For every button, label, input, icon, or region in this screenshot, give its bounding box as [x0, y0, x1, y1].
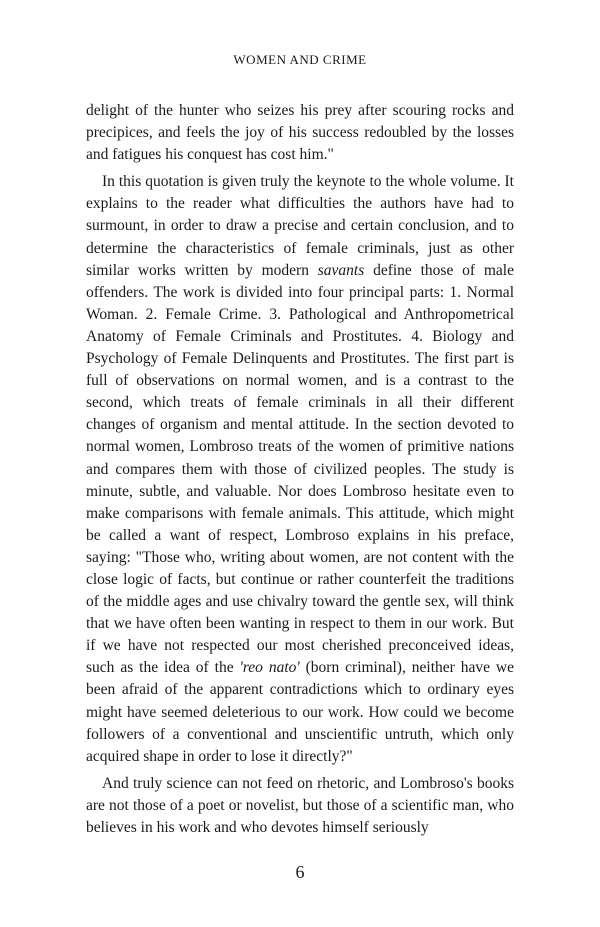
text-segment: delight of the hunter who seizes his prey after scouring rocks and precipices, and feels the joy of his success redoubled by the losses and fatigues his conquest has cost him."	[86, 102, 514, 164]
text-segment: And truly science can not feed on rhetoric, and Lombroso's books are not those of a poet or novelist, but those of a scientific man, who believes in his work and who devotes himself seriously	[86, 774, 514, 836]
text-segment: (born criminal), neither have we been afraid of the apparent contradictions which to ordinary eyes might have seemed deleterious to our work. How could we become followers of a conventional and unscientific untruth, which only acquired shape in order to lose it directly?"	[86, 659, 514, 765]
body-text	[86, 100, 514, 839]
text-segment: define those of male offenders. The work is divided into four principal parts: 1. Normal Woman. 2. Female Crime. 3. Pathological and Anthropometrical Anatomy of Female Criminals and Prostitutes. 4. Biology and Psychology of Female Delinquents and Prostitutes. The first part is full of observations on normal women, and is a contrast to the second, which treats of female criminals in all their different changes of organism and mental attitude. In the section devoted to normal women, Lombroso treats of the women of primitive nations and compares them with those of civilized peoples. The study is minute, subtle, and valuable. Nor does Lombroso hesitate even to make comparisons with female animals. This attitude, which might be called a want of respect, Lombroso explains in his preface, saying: "Those who, writing about women, are not content with the close logic of facts, but continue or rather counterfeit the traditions of the middle ages and use chivalry toward the gentle sex, will think that we have often been wanting in respect to them in our work. But if we have not respected our most cherished preconceived ideas, such as the idea of the	[86, 261, 514, 677]
paragraph-1	[86, 100, 514, 166]
text-segment: In this quotation is given truly the keynote to the whole volume. It explains to the reader what difficulties the authors have had to surmount, in order to draw a precise and certain conclusion, and to determine the characteristics of female criminals, just as other similar works written by modern	[86, 173, 514, 279]
running-head: WOMEN AND CRIME	[233, 52, 367, 67]
italic-term-savants: savants	[317, 261, 365, 279]
paragraph-3	[86, 773, 514, 839]
page-number: 6	[295, 862, 305, 882]
italic-term-reo-nato: 'reo nato'	[239, 659, 300, 677]
paragraph-2	[86, 171, 514, 768]
